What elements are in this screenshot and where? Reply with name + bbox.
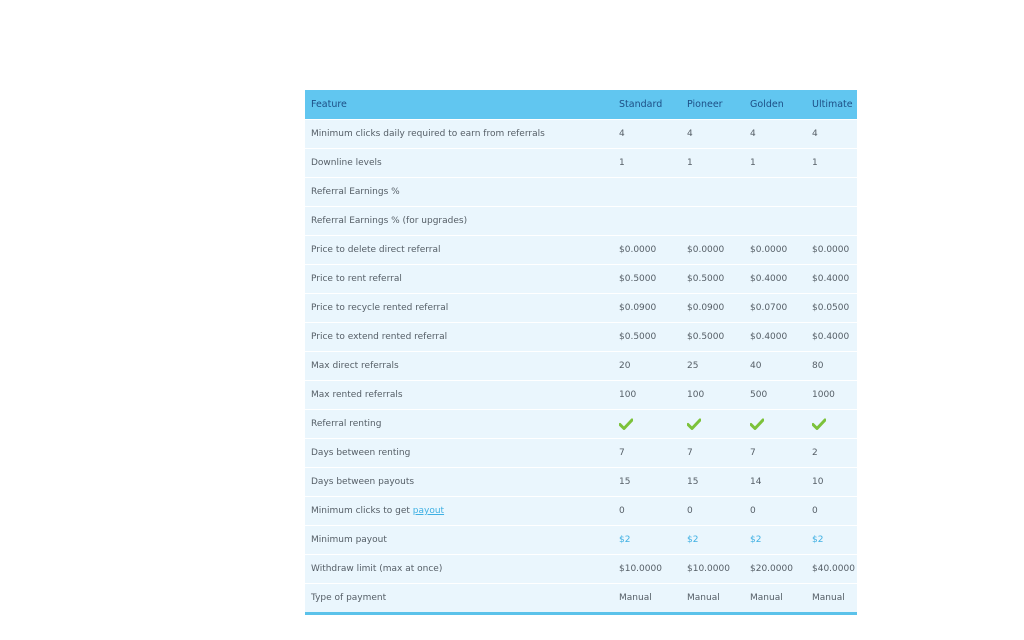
cell-pioneer: $0.0900 bbox=[681, 294, 744, 323]
table-row bbox=[305, 178, 857, 207]
table-row bbox=[305, 439, 857, 468]
cell-standard: 4 bbox=[613, 120, 681, 149]
checkmark-icon bbox=[750, 418, 764, 430]
table-row bbox=[305, 236, 857, 265]
cell-standard: $10.0000 bbox=[613, 555, 681, 584]
cell-standard: 20 bbox=[613, 352, 681, 381]
feature-label bbox=[305, 265, 613, 294]
cell-golden bbox=[744, 207, 806, 236]
cell-standard bbox=[613, 178, 681, 207]
cell-pioneer bbox=[681, 178, 744, 207]
cell-standard bbox=[613, 410, 681, 439]
cell-ultimate: $40.0000 bbox=[806, 555, 857, 584]
cell-ultimate bbox=[806, 207, 857, 236]
feature-label bbox=[305, 497, 613, 526]
cell-pioneer: $2 bbox=[681, 526, 744, 555]
feature-label bbox=[305, 149, 613, 178]
feature-label bbox=[305, 468, 613, 497]
cell-golden: 40 bbox=[744, 352, 806, 381]
cell-standard: $0.5000 bbox=[613, 323, 681, 352]
cell-pioneer: 0 bbox=[681, 497, 744, 526]
cell-pioneer: $0.5000 bbox=[681, 323, 744, 352]
cell-pioneer: 7 bbox=[681, 439, 744, 468]
cell-standard: 7 bbox=[613, 439, 681, 468]
cell-golden: $2 bbox=[744, 526, 806, 555]
payout-link[interactable]: payout bbox=[412, 506, 445, 516]
feature-label bbox=[305, 381, 613, 410]
feature-label-text: Withdraw limit (max at once) bbox=[311, 564, 443, 574]
cell-golden: 14 bbox=[744, 468, 806, 497]
cell-standard: $0.5000 bbox=[613, 265, 681, 294]
feature-label-text: Minimum payout bbox=[311, 535, 387, 545]
feature-label-text: Minimum clicks daily required to earn from referrals bbox=[311, 129, 545, 139]
cell-pioneer: 15 bbox=[681, 468, 744, 497]
checkmark-icon bbox=[687, 418, 701, 430]
cell-standard: 100 bbox=[613, 381, 681, 410]
header-ultimate: Ultimate bbox=[806, 90, 857, 120]
feature-label bbox=[305, 584, 613, 613]
cell-golden: 0 bbox=[744, 497, 806, 526]
cell-ultimate: Manual bbox=[806, 584, 857, 613]
feature-label-text: Price to delete direct referral bbox=[311, 245, 441, 255]
cell-ultimate: 2 bbox=[806, 439, 857, 468]
feature-label bbox=[305, 236, 613, 265]
feature-label bbox=[305, 352, 613, 381]
checkmark-icon bbox=[619, 418, 633, 430]
feature-label bbox=[305, 294, 613, 323]
cell-golden: 7 bbox=[744, 439, 806, 468]
cell-standard: 15 bbox=[613, 468, 681, 497]
table-row bbox=[305, 584, 857, 613]
header-feature: Feature bbox=[305, 90, 613, 120]
cell-pioneer bbox=[681, 410, 744, 439]
cell-ultimate: 80 bbox=[806, 352, 857, 381]
cell-pioneer: 4 bbox=[681, 120, 744, 149]
cell-pioneer: 100 bbox=[681, 381, 744, 410]
feature-label-text: Type of payment bbox=[311, 593, 387, 603]
cell-ultimate: 1000 bbox=[806, 381, 857, 410]
feature-label bbox=[305, 439, 613, 468]
feature-label bbox=[305, 207, 613, 236]
feature-label-text: Price to extend rented referral bbox=[311, 332, 448, 342]
cell-golden: $20.0000 bbox=[744, 555, 806, 584]
header-golden: Golden bbox=[744, 90, 806, 120]
table-row bbox=[305, 294, 857, 323]
cell-golden: $0.4000 bbox=[744, 265, 806, 294]
cell-ultimate: $0.4000 bbox=[806, 323, 857, 352]
cell-golden bbox=[744, 178, 806, 207]
table-row bbox=[305, 410, 857, 439]
membership-comparison-table bbox=[305, 90, 857, 615]
cell-standard: 1 bbox=[613, 149, 681, 178]
feature-label-text: Minimum clicks to get bbox=[311, 506, 410, 516]
feature-label-text: Max direct referrals bbox=[311, 361, 399, 371]
table-row bbox=[305, 323, 857, 352]
feature-label-text: Downline levels bbox=[311, 158, 382, 168]
table-row bbox=[305, 526, 857, 555]
table-row bbox=[305, 120, 857, 149]
cell-ultimate: 4 bbox=[806, 120, 857, 149]
cell-golden: 500 bbox=[744, 381, 806, 410]
feature-label-text: Referral Earnings % bbox=[311, 187, 400, 197]
table-row bbox=[305, 555, 857, 584]
cell-pioneer: $0.5000 bbox=[681, 265, 744, 294]
cell-standard: $2 bbox=[613, 526, 681, 555]
feature-label-text: Max rented referrals bbox=[311, 390, 403, 400]
feature-label bbox=[305, 526, 613, 555]
feature-label bbox=[305, 410, 613, 439]
table-row bbox=[305, 207, 857, 236]
cell-ultimate: 1 bbox=[806, 149, 857, 178]
cell-standard: 0 bbox=[613, 497, 681, 526]
table-row bbox=[305, 468, 857, 497]
cell-ultimate: $0.4000 bbox=[806, 265, 857, 294]
cell-golden: 4 bbox=[744, 120, 806, 149]
feature-label-text: Referral Earnings % (for upgrades) bbox=[311, 216, 468, 226]
cell-golden: Manual bbox=[744, 584, 806, 613]
feature-label bbox=[305, 555, 613, 584]
feature-label-text: Price to recycle rented referral bbox=[311, 303, 449, 313]
comparison-grid bbox=[305, 90, 857, 612]
feature-label-text: Price to rent referral bbox=[311, 274, 402, 284]
feature-label-text: Referral renting bbox=[311, 419, 382, 429]
cell-pioneer: 25 bbox=[681, 352, 744, 381]
cell-pioneer: Manual bbox=[681, 584, 744, 613]
header-row bbox=[305, 90, 857, 120]
feature-label-text: Days between renting bbox=[311, 448, 411, 458]
cell-pioneer: $0.0000 bbox=[681, 236, 744, 265]
cell-ultimate: 0 bbox=[806, 497, 857, 526]
cell-pioneer: 1 bbox=[681, 149, 744, 178]
cell-golden: $0.4000 bbox=[744, 323, 806, 352]
feature-label-text: Days between payouts bbox=[311, 477, 415, 487]
table-row bbox=[305, 497, 857, 526]
table-row bbox=[305, 265, 857, 294]
cell-golden: $0.0700 bbox=[744, 294, 806, 323]
cell-ultimate: $0.0000 bbox=[806, 236, 857, 265]
feature-label bbox=[305, 323, 613, 352]
cell-ultimate: 10 bbox=[806, 468, 857, 497]
cell-ultimate: $0.0500 bbox=[806, 294, 857, 323]
header-standard: Standard bbox=[613, 90, 681, 120]
table-row bbox=[305, 381, 857, 410]
cell-ultimate bbox=[806, 410, 857, 439]
cell-standard bbox=[613, 207, 681, 236]
table-row bbox=[305, 149, 857, 178]
cell-ultimate: $2 bbox=[806, 526, 857, 555]
cell-golden: $0.0000 bbox=[744, 236, 806, 265]
checkmark-icon bbox=[812, 418, 826, 430]
cell-golden bbox=[744, 410, 806, 439]
cell-standard: $0.0000 bbox=[613, 236, 681, 265]
cell-pioneer bbox=[681, 207, 744, 236]
cell-pioneer: $10.0000 bbox=[681, 555, 744, 584]
feature-label bbox=[305, 120, 613, 149]
cell-golden: 1 bbox=[744, 149, 806, 178]
feature-label bbox=[305, 178, 613, 207]
cell-standard: Manual bbox=[613, 584, 681, 613]
cell-ultimate bbox=[806, 178, 857, 207]
table-row bbox=[305, 352, 857, 381]
header-pioneer: Pioneer bbox=[681, 90, 744, 120]
cell-standard: $0.0900 bbox=[613, 294, 681, 323]
